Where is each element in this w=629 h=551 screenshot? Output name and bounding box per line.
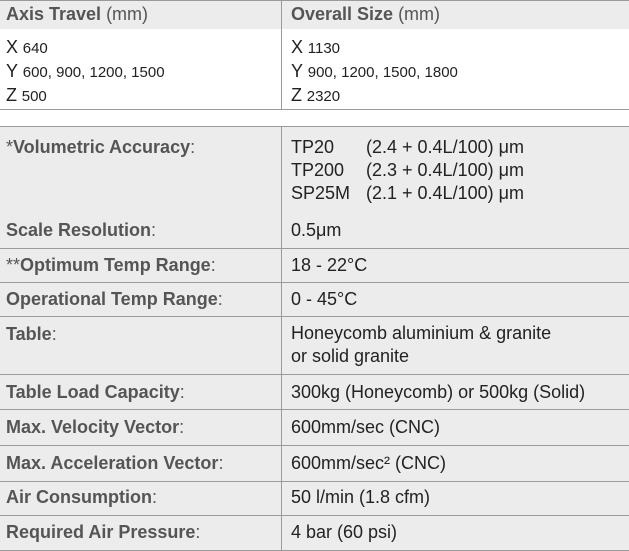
overall-size-header	[291, 4, 440, 25]
accuracy-sp25m: SP25M (2.1 + 0.4L/100) μm	[291, 183, 524, 203]
spec-value: Honeycomb aluminium & granite or solid granite	[291, 323, 552, 366]
axis-travel-values	[6, 35, 165, 107]
spec-label: Max. Velocity Vector:	[6, 417, 185, 437]
spec-label: *Volumetric Accuracy:	[6, 137, 196, 157]
axis-values-row	[0, 29, 629, 110]
column-divider	[281, 410, 282, 445]
axis-travel-header	[6, 4, 148, 25]
column-divider	[281, 1, 282, 29]
column-divider	[281, 317, 282, 374]
spec-value: 18 - 22°C	[291, 255, 368, 275]
column-divider	[281, 127, 282, 213]
spec-label: Scale Resolution:	[6, 220, 157, 240]
column-divider	[281, 482, 282, 515]
spec-value: 0 - 45°C	[291, 289, 358, 309]
column-divider	[281, 446, 282, 481]
spec-label: **Optimum Temp Range:	[6, 255, 216, 275]
spec-label: Max. Acceleration Vector:	[6, 453, 224, 473]
spec-value: 600mm/sec (CNC)	[291, 417, 441, 437]
header-row	[0, 0, 629, 30]
accuracy-tp20: TP20 (2.4 + 0.4L/100) μm	[291, 137, 524, 157]
spec-row-max-acceleration	[0, 446, 629, 482]
spec-label: Table Load Capacity:	[6, 382, 185, 402]
overall-size-x: X 1130	[291, 37, 341, 57]
spec-row-scale-resolution	[0, 213, 629, 249]
section-gap	[0, 110, 629, 126]
overall-size-title: Overall Size	[291, 4, 394, 24]
spec-label: Air Consumption:	[6, 487, 158, 507]
spec-label: Table:	[6, 324, 57, 344]
column-divider	[281, 283, 282, 316]
overall-size-y: Y 900, 1200, 1500, 1800	[291, 61, 458, 81]
spec-label: Required Air Pressure:	[6, 522, 201, 542]
spec-row-volumetric-accuracy	[0, 126, 629, 214]
axis-travel-unit: (mm)	[101, 4, 149, 24]
spec-row-optimum-temp	[0, 249, 629, 283]
axis-travel-z: Z 500	[6, 85, 47, 105]
spec-value: 300kg (Honeycomb) or 500kg (Solid)	[291, 382, 586, 402]
column-divider	[281, 375, 282, 409]
volumetric-accuracy-values	[291, 136, 524, 205]
spec-row-table-load	[0, 375, 629, 410]
axis-travel-title: Axis Travel	[6, 4, 102, 24]
axis-travel-x: X 640	[6, 37, 48, 57]
spec-row-max-velocity	[0, 410, 629, 446]
spec-row-operational-temp	[0, 283, 629, 317]
column-divider	[281, 213, 282, 248]
accuracy-tp200: TP200 (2.3 + 0.4L/100) μm	[291, 160, 524, 180]
column-divider	[281, 516, 282, 550]
overall-size-z: Z 2320	[291, 85, 341, 105]
spec-value: 50 l/min (1.8 cfm)	[291, 487, 431, 507]
spec-label: Operational Temp Range:	[6, 289, 223, 309]
spec-row-air-consumption	[0, 482, 629, 516]
spec-value: 600mm/sec² (CNC)	[291, 453, 447, 473]
spec-value: 0.5μm	[291, 220, 342, 240]
axis-travel-y: Y 600, 900, 1200, 1500	[6, 61, 165, 81]
column-divider	[281, 29, 282, 109]
overall-size-unit: (mm)	[393, 4, 441, 24]
spec-row-table	[0, 317, 629, 375]
spec-row-air-pressure	[0, 516, 629, 551]
column-divider	[281, 249, 282, 282]
spec-value: 4 bar (60 psi)	[291, 522, 398, 542]
overall-size-values	[291, 35, 458, 107]
